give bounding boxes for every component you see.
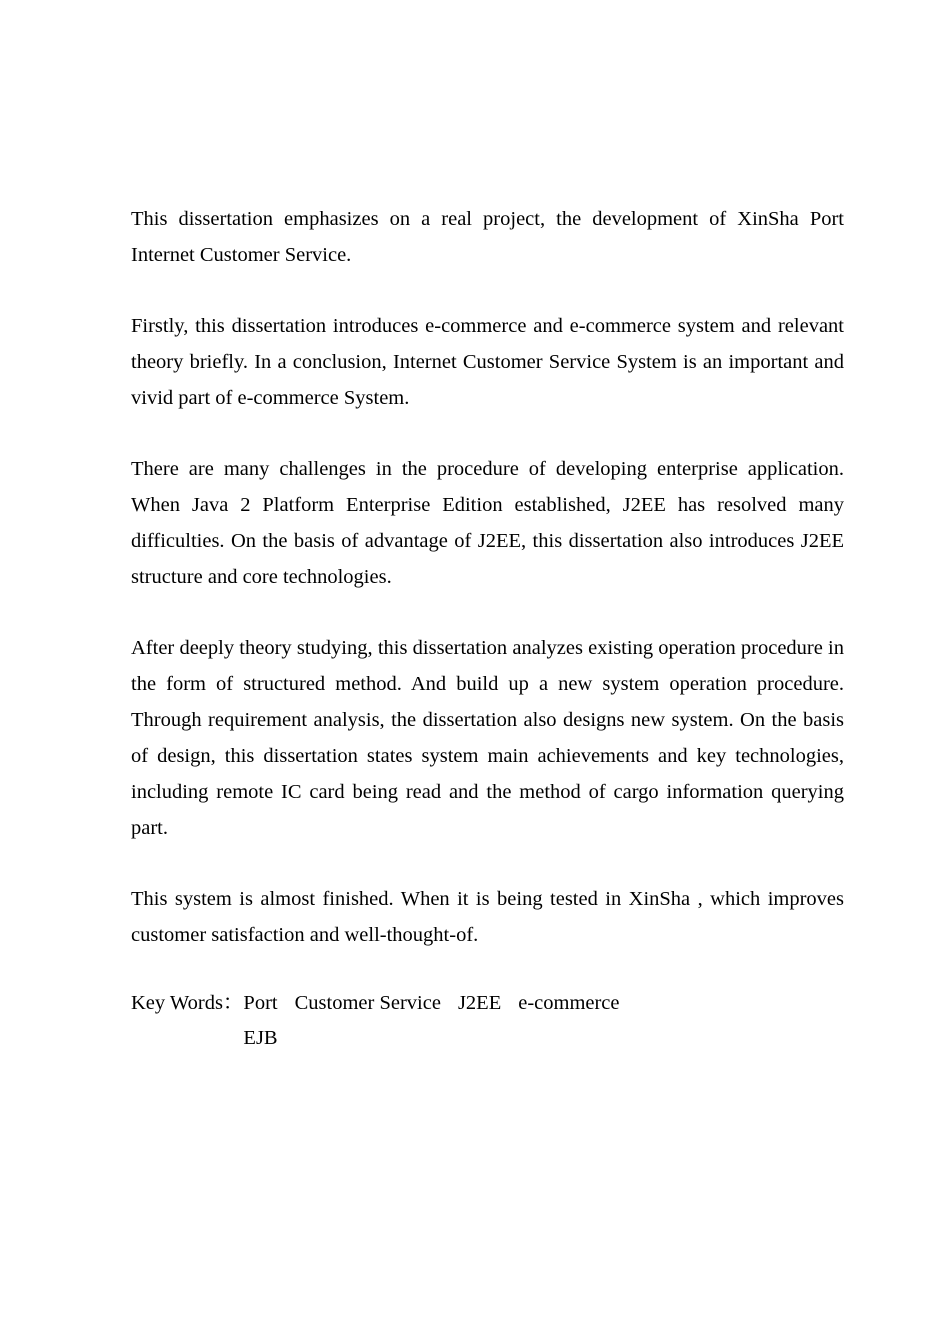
paragraph-intro: This dissertation emphasizes on a real project, the development of XinSha Port Internet Customer Service. — [131, 208, 844, 266]
keywords-list — [243, 986, 663, 1056]
keyword-item: EJB — [243, 1027, 278, 1049]
abstract-page — [131, 201, 844, 1056]
paragraph-ecommerce: Firstly, this dissertation introduces e-commerce and e-commerce system and relevant theory briefly. In a conclusion, Internet Customer Service System is an important and vivid part of e-commerce System. — [131, 315, 844, 409]
keyword-item: Customer Service — [294, 992, 441, 1014]
keywords-label: Key Words： — [131, 992, 244, 1014]
keywords-section — [131, 986, 844, 1056]
paragraph-conclusion: This system is almost finished. When it is being tested in XinSha , which improves customer satisfaction and well-thought-of. — [131, 888, 844, 946]
paragraph-analysis: After deeply theory studying, this dissertation analyzes existing operation procedure in the form of structured method. And build up a new system operation procedure. Through requirement analysis, the dissertation also designs new system. On the basis of design, this dissertation states system main achievements and key technologies, including remote IC card being read and the method of cargo information querying part. — [131, 637, 844, 839]
keyword-item: Port — [243, 992, 278, 1014]
keyword-item: e-commerce — [518, 992, 620, 1014]
keyword-item: J2EE — [457, 992, 502, 1014]
paragraph-j2ee: There are many challenges in the procedure of developing enterprise application. When Java 2 Platform Enterprise Edition established, J2EE has resolved many difficulties. On the basis of advantage of J2EE, this dissertation also introduces J2EE structure and core technologies. — [131, 458, 844, 588]
